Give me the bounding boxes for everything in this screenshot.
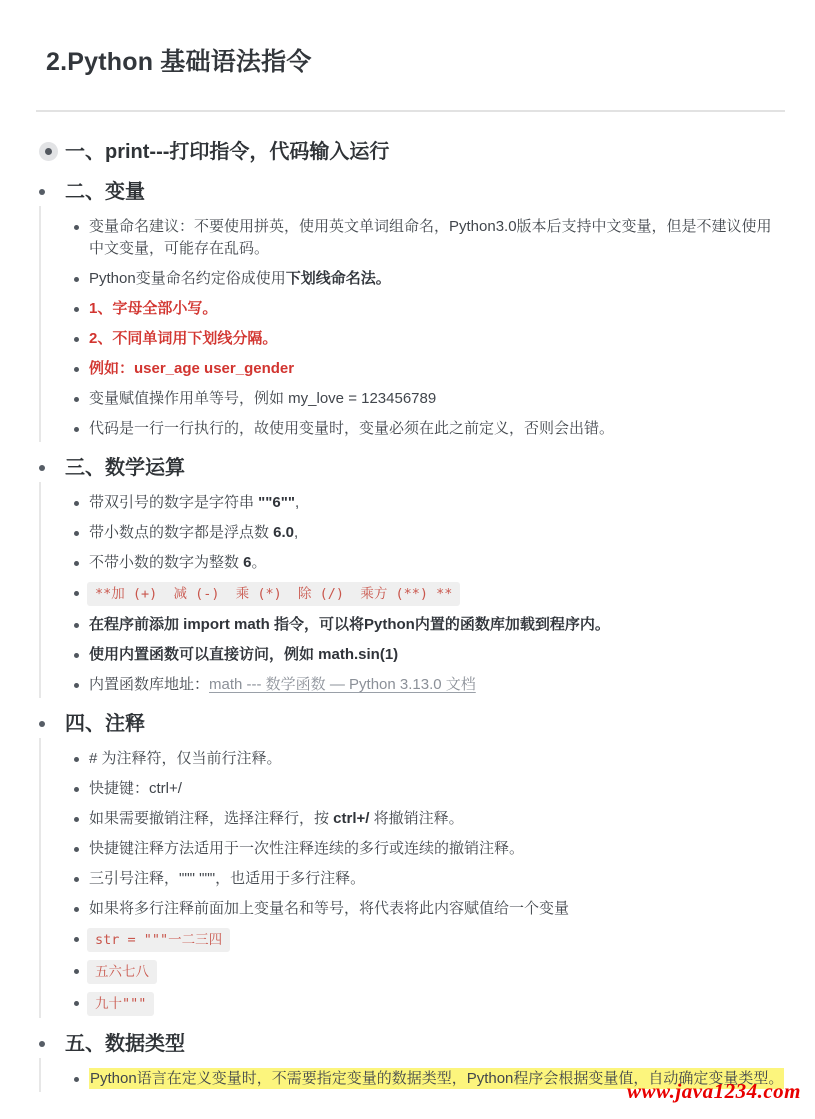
list-item-code (89, 992, 154, 1016)
section-heading-text: 四、注释 (65, 713, 145, 735)
inline-code: **加 (+) 减 (-) 乘 (*) 除 (/) 乘方 (**) ** (87, 582, 460, 606)
list-item-text: 变量赋值操作用单等号，例如 my_love = 123456789 (89, 390, 437, 407)
bullet-icon (39, 465, 45, 471)
bullet-icon (39, 721, 45, 727)
list-item (74, 298, 785, 320)
list-item (74, 838, 785, 860)
comments-list (39, 738, 785, 1018)
list-item-text-red: 例如：user_age user_gender (89, 360, 295, 377)
list-item (74, 928, 785, 952)
list-item (74, 614, 785, 636)
marker-column (38, 1030, 65, 1058)
list-item-text: 变量命名建议：不要使用拼英，使用英文单词组命名，Python3.0版本后支持中文变量，但是不建议使用中文变量，可能存在乱码。 (89, 218, 772, 257)
divider (36, 110, 785, 112)
bullet-icon (74, 1077, 79, 1082)
bullet-icon (74, 225, 79, 230)
list-item-text: 三引号注释，""" """，也适用于多行注释。 (89, 870, 366, 887)
list-item (74, 388, 785, 410)
section-heading-text: 五、数据类型 (65, 1033, 185, 1055)
list-item-text: 快捷键注释方法适用于一次性注释连续的多行或连续的撤销注释。 (89, 840, 525, 857)
section-heading-datatypes (38, 1030, 785, 1058)
bullet-icon (74, 501, 79, 506)
inline-code: str = """一二三四 (87, 928, 230, 952)
inline-code: 九十""" (87, 992, 154, 1016)
section-heading-text: 一、print---打印指令，代码输入运行 (65, 141, 390, 163)
section-heading-math (38, 454, 785, 482)
bullet-icon (39, 189, 45, 195)
list-item-code (89, 582, 460, 606)
list-item-text: Python变量命名约定俗成使用下划线命名法。 (89, 270, 391, 287)
list-item (74, 808, 785, 830)
bullet-icon (74, 757, 79, 762)
list-item-text: 如果需要撤销注释，选择注释行，按 ctrl+/ 将撤销注释。 (89, 810, 464, 827)
list-item (74, 992, 785, 1016)
page-title: 2.Python 基础语法指令 (46, 48, 312, 76)
bullet-icon (74, 787, 79, 792)
bullet-icon (74, 337, 79, 342)
bullet-icon (74, 277, 79, 282)
list-item (74, 748, 785, 770)
variables-list (39, 206, 785, 442)
bullet-icon (74, 531, 79, 536)
list-item (74, 582, 785, 606)
list-item (74, 418, 785, 440)
list-item (74, 552, 785, 574)
bullet-icon (74, 817, 79, 822)
bullet-icon (74, 653, 79, 658)
list-item (74, 778, 785, 800)
list-item-text: 带小数点的数字都是浮点数 6.0, (89, 524, 299, 541)
list-item-code (89, 960, 157, 984)
list-item-code (89, 928, 230, 952)
toggle-bullet-icon[interactable] (39, 142, 58, 161)
bullet-icon (74, 367, 79, 372)
bullet-icon (74, 847, 79, 852)
list-item (74, 492, 785, 514)
section-heading-print (38, 138, 785, 166)
list-item (74, 898, 785, 920)
bullet-icon (74, 907, 79, 912)
bullet-icon (74, 397, 79, 402)
marker-column (38, 710, 65, 738)
marker-column (38, 454, 65, 482)
math-doc-link[interactable]: math --- 数学函数 — Python 3.13.0 文档 (209, 676, 476, 693)
bullet-icon (74, 969, 79, 974)
list-item-text-bold: 使用内置函数可以直接访问，例如 math.sin(1) (89, 646, 399, 663)
bullet-icon (74, 427, 79, 432)
bullet-icon (74, 877, 79, 882)
bullet-icon (74, 1001, 79, 1006)
list-item (74, 268, 785, 290)
bullet-icon (74, 591, 79, 596)
section-heading-text: 三、数学运算 (65, 457, 185, 479)
bullet-icon (74, 683, 79, 688)
watermark: www.java1234.com (626, 1079, 801, 1103)
list-item (74, 868, 785, 890)
list-item-text: # 为注释符，仅当前行注释。 (89, 750, 282, 767)
highlighted-text: Python语言在定义变量时，不需要指定变量的数据类型，Python程序会根据变量值，自动确定变量类型。 (90, 1070, 784, 1087)
bullet-icon (74, 561, 79, 566)
bullet-icon (39, 1041, 45, 1047)
list-item-text-bold: 在程序前添加 import math 指令，可以将Python内置的函数库加载到程序内。 (89, 616, 610, 633)
marker-column (38, 138, 65, 166)
list-item-text: 如果将多行注释前面加上变量名和等号，将代表将此内容赋值给一个变量 (89, 900, 570, 917)
list-item-text: 不带小数的数字为整数 6。 (89, 554, 267, 571)
list-item-text: 代码是一行一行执行的，故使用变量时，变量必须在此之前定义，否则会出错。 (89, 420, 615, 437)
section-heading-variables (38, 178, 785, 206)
list-item-text-red: 1、字母全部小写。 (89, 300, 218, 317)
section-heading-text: 二、变量 (65, 181, 145, 203)
list-item (74, 328, 785, 350)
list-item (74, 644, 785, 666)
toggle-dot-icon (45, 148, 52, 155)
section-heading-comments (38, 710, 785, 738)
list-item-text-red: 2、不同单词用下划线分隔。 (89, 330, 278, 347)
list-item (74, 522, 785, 544)
inline-code: 五六七八 (87, 960, 157, 984)
list-item (74, 358, 785, 380)
bullet-icon (74, 307, 79, 312)
bullet-icon (74, 937, 79, 942)
list-item-text: 内置函数库地址：math --- 数学函数 — Python 3.13.0 文档 (89, 676, 476, 693)
list-item (74, 216, 785, 260)
list-item-text: 带双引号的数字是字符串 ""6"", (89, 494, 300, 511)
list-item (74, 674, 785, 696)
marker-column (38, 178, 65, 206)
math-list (39, 482, 785, 698)
bullet-icon (74, 623, 79, 628)
list-item-text: 快捷键：ctrl+/ (89, 780, 182, 797)
list-item (74, 960, 785, 984)
